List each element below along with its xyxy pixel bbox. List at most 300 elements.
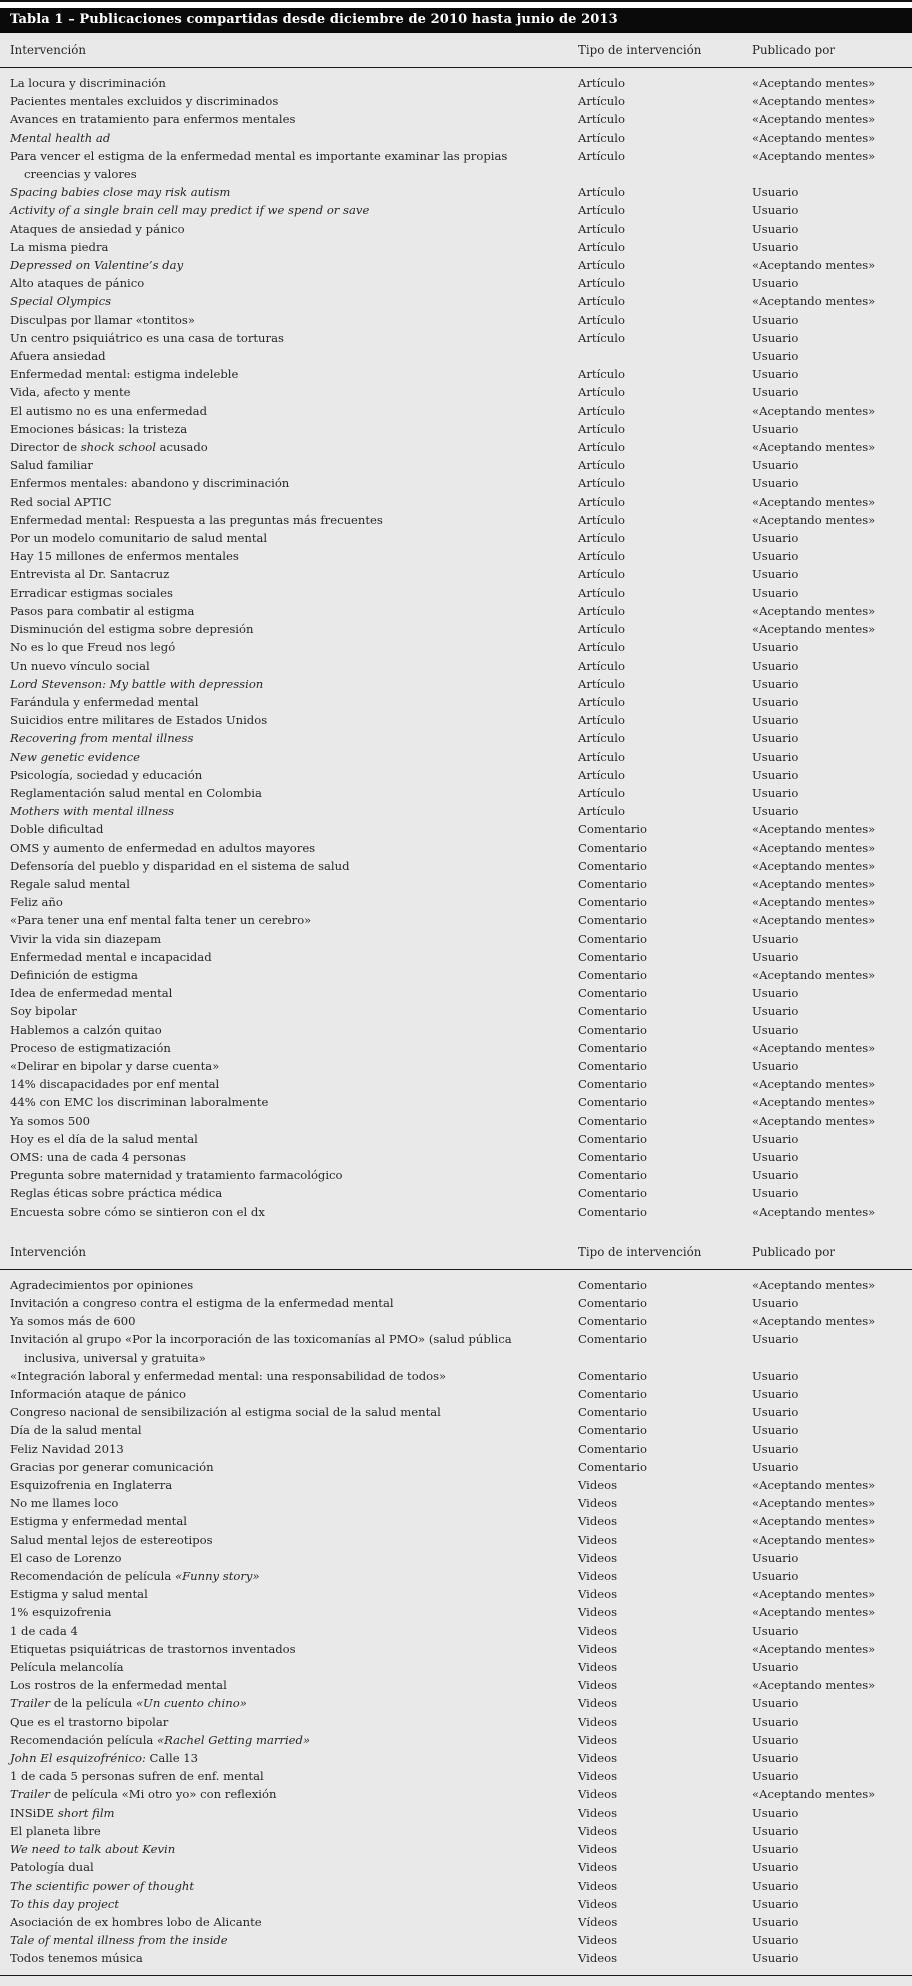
intervencion-cell: Reglamentación salud mental en Colombia (10, 785, 262, 800)
publicado-cell: Usuario (752, 1823, 799, 1838)
publicado-cell: Usuario (752, 567, 799, 582)
tipo-cell: Artículo (578, 330, 625, 345)
intervencion-cell: Un nuevo vínculo social (10, 658, 150, 673)
publicado-cell: «Aceptando mentes» (752, 1605, 876, 1620)
publicado-cell: Usuario (752, 1168, 799, 1183)
tipo-cell: Artículo (578, 785, 625, 800)
table-row (10, 329, 902, 347)
intervencion-cell: INSiDE short film (10, 1805, 115, 1820)
tipo-cell: Comentario (578, 1004, 647, 1019)
intervencion-cell: Invitación al grupo «Por la incorporación de las toxicomanías al PMO» (salud pública inclusiva, universal y gratuita» (10, 1332, 512, 1365)
publicado-cell: Usuario (752, 1004, 799, 1019)
table-row (10, 1148, 902, 1166)
publicado-cell: Usuario (752, 1732, 799, 1747)
publicado-cell: Usuario (752, 1149, 799, 1164)
tipo-cell: Artículo (578, 421, 625, 436)
intervencion-cell: La locura y discriminación (10, 76, 166, 90)
intervencion-cell: Mothers with mental illness (10, 804, 175, 819)
publicado-cell: Usuario (752, 1405, 799, 1420)
publicado-cell: Usuario (752, 1423, 799, 1438)
publicado-cell: «Aceptando mentes» (752, 876, 876, 891)
table-row (10, 347, 902, 365)
table-row (10, 420, 902, 438)
top-rule (0, 0, 912, 2)
publicado-cell: «Aceptando mentes» (752, 822, 876, 837)
intervencion-cell: Disminución del estigma sobre depresión (10, 622, 254, 637)
table-row (10, 602, 902, 620)
intervencion-cell: El autismo no es una enfermedad (10, 403, 208, 418)
intervencion-cell: No me llames loco (10, 1496, 119, 1511)
publicado-cell: «Aceptando mentes» (752, 603, 876, 618)
tipo-cell: Videos (578, 1623, 618, 1638)
table-row (10, 1877, 902, 1895)
table-row (10, 1021, 902, 1039)
tipo-cell: Comentario (578, 1168, 647, 1183)
publicado-cell: «Aceptando mentes» (752, 258, 876, 273)
intervencion-cell: Salud mental lejos de estereotipos (10, 1532, 213, 1547)
publicado-cell: Usuario (752, 1951, 799, 1966)
publicado-cell: «Aceptando mentes» (752, 440, 876, 455)
tipo-cell: Videos (578, 1678, 618, 1693)
intervencion-cell: Pasos para combatir al estigma (10, 603, 195, 618)
publicado-cell: «Aceptando mentes» (752, 1040, 876, 1055)
tipo-cell: Comentario (578, 1095, 647, 1110)
publicado-cell: Usuario (752, 585, 799, 600)
column-header-publicado: Publicado por (752, 43, 835, 57)
table-row (10, 129, 902, 147)
table-row (10, 1931, 902, 1949)
tipo-cell: Comentario (578, 1296, 647, 1310)
intervencion-cell: Estigma y salud mental (10, 1587, 148, 1602)
intervencion-cell: OMS y aumento de enfermedad en adultos mayores (10, 840, 316, 855)
intervencion-cell: Director de shock school acusado (10, 440, 208, 455)
publicado-cell: «Aceptando mentes» (752, 130, 876, 145)
intervencion-cell: Farándula y enfermedad mental (10, 694, 199, 709)
intervencion-cell: Película melancolía (10, 1660, 124, 1675)
tipo-cell: Videos (578, 1933, 618, 1948)
intervencion-cell: Emociones básicas: la tristeza (10, 421, 188, 436)
tipo-cell: Artículo (578, 112, 625, 127)
publicado-cell: «Aceptando mentes» (752, 1787, 876, 1802)
tipo-cell: Videos (578, 1805, 618, 1820)
intervencion-cell: Gracias por generar comunicación (10, 1459, 214, 1474)
table-row (10, 1476, 902, 1494)
publicado-cell: «Aceptando mentes» (752, 1277, 876, 1292)
table-row (10, 984, 902, 1002)
intervencion-cell: Doble dificultad (10, 822, 104, 837)
publicado-cell: Usuario (752, 1441, 799, 1456)
tipo-cell: Artículo (578, 804, 625, 819)
publicado-cell: Usuario (752, 1805, 799, 1820)
publicado-cell: Usuario (752, 312, 799, 327)
column-header-intervencion: Intervención (10, 43, 86, 57)
publicado-cell: «Aceptando mentes» (752, 403, 876, 418)
intervencion-cell: Salud familiar (10, 458, 93, 473)
publicado-cell: Usuario (752, 276, 799, 291)
tipo-cell: Comentario (578, 858, 647, 873)
intervencion-cell: Idea de enfermedad mental (10, 986, 173, 1001)
publicado-cell: «Aceptando mentes» (752, 1587, 876, 1602)
publicado-cell: «Aceptando mentes» (752, 1077, 876, 1092)
tipo-cell: Artículo (578, 603, 625, 618)
table-row (10, 1895, 902, 1913)
table-row (10, 1312, 902, 1330)
publicado-cell: Usuario (752, 458, 799, 473)
table-row (10, 693, 902, 711)
intervencion-cell: Trailer de película «Mi otro yo» con reflexión (10, 1787, 277, 1802)
tipo-cell: Comentario (578, 1040, 647, 1055)
publicado-cell: «Aceptando mentes» (752, 1478, 876, 1493)
intervencion-cell: Agradecimientos por opiniones (10, 1277, 194, 1292)
intervencion-cell: Erradicar estigmas sociales (10, 585, 173, 600)
publicado-cell: «Aceptando mentes» (752, 94, 876, 109)
publicado-cell: Usuario (752, 1896, 799, 1911)
tipo-cell: Videos (578, 1860, 618, 1875)
publicado-cell: Usuario (752, 1660, 799, 1675)
intervencion-cell: Congreso nacional de sensibilización al estigma social de la salud mental (10, 1405, 441, 1420)
tipo-cell: Videos (578, 1641, 618, 1656)
tipo-cell: Artículo (578, 476, 625, 491)
intervencion-cell: We need to talk about Kevin (10, 1842, 176, 1857)
tipo-cell: Artículo (578, 385, 625, 400)
table-row (10, 930, 902, 948)
table-row (10, 875, 902, 893)
tipo-cell: Videos (578, 1787, 618, 1802)
tipo-cell: Videos (578, 1714, 618, 1729)
publicado-cell: Usuario (752, 349, 799, 364)
publicado-cell: «Aceptando mentes» (752, 1678, 876, 1693)
publicado-cell: «Aceptando mentes» (752, 622, 876, 637)
publicado-cell: Usuario (752, 804, 799, 819)
publicado-cell: Usuario (752, 1296, 799, 1310)
tipo-cell: Comentario (578, 1149, 647, 1164)
table-row (10, 511, 902, 529)
table-row (10, 1512, 902, 1530)
publicado-cell: Usuario (752, 330, 799, 345)
table-row (10, 1804, 902, 1822)
publicado-cell: Usuario (752, 1569, 799, 1584)
intervencion-cell: The scientific power of thought (10, 1878, 194, 1893)
intervencion-cell: Avances en tratamiento para enfermos mentales (10, 112, 296, 127)
publicado-cell: Usuario (752, 694, 799, 709)
intervencion-cell: Enfermedad mental e incapacidad (10, 949, 212, 964)
table-row (10, 1385, 902, 1403)
publicado-cell: Usuario (752, 421, 799, 436)
tipo-cell: Artículo (578, 713, 625, 728)
publicado-cell: Usuario (752, 749, 799, 764)
publicado-cell: Usuario (752, 1878, 799, 1893)
publicado-cell: Usuario (752, 385, 799, 400)
publicado-cell: Usuario (752, 1332, 799, 1347)
tipo-cell: Videos (578, 1751, 618, 1766)
publicado-cell: Usuario (752, 1058, 799, 1073)
tipo-cell: Artículo (578, 731, 625, 746)
tipo-cell: Artículo (578, 749, 625, 764)
publicado-cell: «Aceptando mentes» (752, 1514, 876, 1529)
table-row (10, 1785, 902, 1803)
table-body (0, 33, 912, 1986)
intervencion-cell: Vivir la vida sin diazepam (10, 931, 162, 946)
intervencion-cell: Encuesta sobre cómo se sintieron con el dx (10, 1204, 265, 1219)
table-row (10, 1421, 902, 1439)
table-row (10, 1166, 902, 1184)
tipo-cell: Artículo (578, 185, 625, 200)
tipo-cell: Artículo (578, 94, 625, 109)
tipo-cell: Artículo (578, 512, 625, 527)
publicado-cell: «Aceptando mentes» (752, 148, 876, 163)
intervencion-cell: Asociación de ex hombres lobo de Alicante (10, 1914, 262, 1929)
table-row (10, 1749, 902, 1767)
tipo-cell: Artículo (578, 276, 625, 291)
table-row (10, 1130, 902, 1148)
intervencion-cell: Red social APTIC (10, 494, 112, 509)
table-row (10, 1694, 902, 1712)
table-row (10, 1458, 902, 1476)
table-row (10, 256, 902, 274)
table-row (10, 711, 902, 729)
publicado-cell: Usuario (752, 203, 799, 218)
publicado-cell: Usuario (752, 185, 799, 200)
tipo-cell: Comentario (578, 1405, 647, 1420)
tipo-cell: Videos (578, 1823, 618, 1838)
table-row (10, 474, 902, 492)
tipo-cell: Artículo (578, 640, 625, 655)
publicado-cell: Usuario (752, 1842, 799, 1857)
publicado-cell: Usuario (752, 1751, 799, 1766)
table-row (10, 383, 902, 401)
publicado-cell: Usuario (752, 640, 799, 655)
tipo-cell: Artículo (578, 221, 625, 236)
table-row (10, 1658, 902, 1676)
publicado-cell: «Aceptando mentes» (752, 1641, 876, 1656)
intervencion-cell: Información ataque de pánico (10, 1387, 186, 1402)
table-row (10, 748, 902, 766)
intervencion-cell: Los rostros de la enfermedad mental (10, 1678, 227, 1693)
table-row (10, 110, 902, 128)
intervencion-cell: John El esquizofrénico: Calle 13 (10, 1751, 199, 1766)
intervencion-cell: Depressed on Valentine’s day (10, 258, 184, 273)
intervencion-cell: Ya somos 500 (10, 1113, 91, 1128)
table-row (10, 1057, 902, 1075)
publicado-cell: «Aceptando mentes» (752, 512, 876, 527)
intervencion-cell: Proceso de estigmatización (10, 1040, 171, 1055)
tipo-cell: Videos (578, 1532, 618, 1547)
table-row (10, 1093, 902, 1111)
table-row (10, 638, 902, 656)
column-header-publicado: Publicado por (752, 1244, 835, 1259)
tipo-cell: Videos (578, 1605, 618, 1620)
table-row (10, 657, 902, 675)
publicado-cell: «Aceptando mentes» (752, 112, 876, 127)
intervencion-cell: Afuera ansiedad (10, 349, 106, 364)
table-row (10, 584, 902, 602)
intervencion-cell: «Para tener una enf mental falta tener un cerebro» (10, 913, 312, 928)
intervencion-cell: OMS: una de cada 4 personas (10, 1149, 186, 1164)
table-row (10, 1622, 902, 1640)
intervencion-cell: La misma piedra (10, 239, 109, 254)
tipo-cell: Artículo (578, 622, 625, 637)
intervencion-cell: Entrevista al Dr. Santacruz (10, 567, 170, 582)
table-row (10, 1367, 902, 1385)
intervencion-cell: Hoy es el día de la salud mental (10, 1131, 198, 1146)
publicado-cell: «Aceptando mentes» (752, 294, 876, 309)
table-row (10, 1039, 902, 1057)
tipo-cell: Comentario (578, 1387, 647, 1402)
table-row (10, 1949, 902, 1967)
tipo-cell: Comentario (578, 1186, 647, 1201)
tipo-cell: Videos (578, 1896, 618, 1911)
table-row (10, 857, 902, 875)
publicado-cell: Usuario (752, 1387, 799, 1402)
publicado-cell: Usuario (752, 767, 799, 782)
intervencion-cell: Pacientes mentales excluidos y discriminados (10, 94, 279, 109)
table-row (10, 729, 902, 747)
tipo-cell: Artículo (578, 148, 625, 163)
table-row (10, 493, 902, 511)
tipo-cell: Comentario (578, 822, 647, 837)
tipo-cell: Comentario (578, 1441, 647, 1456)
table-row (10, 966, 902, 984)
table-row (10, 1640, 902, 1658)
tipo-cell: Comentario (578, 1022, 647, 1037)
table-row (10, 1002, 902, 1020)
tipo-cell: Artículo (578, 767, 625, 782)
publicado-cell: Usuario (752, 239, 799, 254)
intervencion-cell: Enfermedad mental: Respuesta a las preguntas más frecuentes (10, 512, 383, 527)
publicado-cell: Usuario (752, 986, 799, 1001)
table-row (10, 1531, 902, 1549)
intervencion-cell: Trailer de la película «Un cuento chino» (10, 1696, 247, 1711)
publicado-cell: Usuario (752, 1550, 799, 1565)
tipo-cell: Videos (578, 1587, 618, 1602)
intervencion-cell: Lord Stevenson: My battle with depression (10, 676, 264, 691)
intervencion-cell: 1% esquizofrenia (10, 1605, 112, 1620)
table-row (10, 1075, 902, 1093)
tipo-cell: Comentario (578, 949, 647, 964)
intervencion-cell: Que es el trastorno bipolar (10, 1714, 169, 1729)
publicado-cell: Usuario (752, 1769, 799, 1784)
intervencion-cell: Hablemos a calzón quitao (10, 1022, 162, 1037)
tipo-cell: Videos (578, 1550, 618, 1565)
publicado-cell: Usuario (752, 531, 799, 546)
publicado-cell: Usuario (752, 1022, 799, 1037)
column-header-row (0, 33, 912, 67)
table-row (10, 948, 902, 966)
tipo-cell: Artículo (578, 203, 625, 218)
publicado-cell: «Aceptando mentes» (752, 1496, 876, 1511)
tipo-cell: Artículo (578, 76, 625, 90)
table-row (10, 1858, 902, 1876)
publicado-cell: «Aceptando mentes» (752, 1095, 876, 1110)
tipo-cell: Artículo (578, 312, 625, 327)
tipo-cell: Comentario (578, 1314, 647, 1329)
tipo-cell: Artículo (578, 531, 625, 546)
tipo-cell: Videos (578, 1660, 618, 1675)
tipo-cell: Videos (578, 1878, 618, 1893)
tipo-cell: Comentario (578, 1113, 647, 1128)
intervencion-cell: 44% con EMC los discriminan laboralmente (10, 1095, 269, 1110)
table-title: Tabla 1 – Publicaciones compartidas desde diciembre de 2010 hasta junio de 2013 (0, 8, 912, 33)
intervencion-cell: Special Olympics (10, 294, 112, 309)
publicado-cell: Usuario (752, 658, 799, 673)
tipo-cell: Videos (578, 1514, 618, 1529)
publicado-cell: «Aceptando mentes» (752, 1113, 876, 1128)
table-row (10, 1603, 902, 1621)
table-row (10, 1184, 902, 1202)
publicado-cell: «Aceptando mentes» (752, 967, 876, 982)
publicado-cell: Usuario (752, 1623, 799, 1638)
table-row (10, 183, 902, 201)
tipo-cell: Comentario (578, 1077, 647, 1092)
table-row (10, 438, 902, 456)
tipo-cell: Artículo (578, 367, 625, 382)
tipo-cell: Artículo (578, 440, 625, 455)
table-row (10, 547, 902, 565)
table-row (10, 220, 902, 238)
intervencion-cell: Disculpas por llamar «tontitos» (10, 312, 195, 327)
intervencion-cell: Recomendación película «Rachel Getting married» (10, 1732, 311, 1747)
table-row (10, 1112, 902, 1130)
tipo-cell: Videos (578, 1569, 618, 1584)
intervencion-cell: Regale salud mental (10, 876, 130, 891)
tipo-cell: Comentario (578, 1423, 647, 1438)
publicado-cell: Usuario (752, 1186, 799, 1201)
publicado-cell: «Aceptando mentes» (752, 858, 876, 873)
table-row (10, 1913, 902, 1931)
table-row (10, 1276, 902, 1294)
table-row (10, 1585, 902, 1603)
intervencion-cell: Alto ataques de pánico (10, 276, 145, 291)
column-header-row-repeated (0, 1228, 912, 1269)
publicado-cell: Usuario (752, 1368, 799, 1383)
intervencion-cell: «Integración laboral y enfermedad mental: una responsabilidad de todos» (10, 1368, 447, 1383)
intervencion-cell: Suicidios entre militares de Estados Unidos (10, 713, 268, 728)
intervencion-cell: Ya somos más de 600 (10, 1314, 136, 1329)
tipo-cell: Artículo (578, 130, 625, 145)
intervencion-cell: Recovering from mental illness (10, 731, 194, 746)
intervencion-cell: El caso de Lorenzo (10, 1550, 122, 1565)
intervencion-cell: Psicología, sociedad y educación (10, 767, 203, 782)
intervencion-cell: Definición de estigma (10, 967, 138, 982)
publicado-cell: «Aceptando mentes» (752, 76, 876, 90)
intervencion-cell: Todos tenemos música (10, 1951, 143, 1966)
table-row (10, 311, 902, 329)
tipo-cell: Videos (578, 1496, 618, 1511)
tipo-cell: Comentario (578, 913, 647, 928)
table-row (10, 1494, 902, 1512)
publicado-cell: Usuario (752, 1131, 799, 1146)
intervencion-cell: Hay 15 millones de enfermos mentales (10, 549, 239, 564)
tipo-cell: Comentario (578, 895, 647, 910)
table-row (10, 529, 902, 547)
tipo-cell: Vídeos (578, 1914, 618, 1929)
column-header-intervencion: Intervención (10, 1244, 86, 1259)
intervencion-cell: Recomendación de película «Funny story» (10, 1569, 260, 1584)
tipo-cell: Comentario (578, 1204, 647, 1219)
tipo-cell: Artículo (578, 458, 625, 473)
table-row (10, 92, 902, 110)
publicado-cell: Usuario (752, 731, 799, 746)
tipo-cell: Videos (578, 1842, 618, 1857)
tipo-cell: Comentario (578, 1459, 647, 1474)
table-row (10, 620, 902, 638)
table-row (10, 766, 902, 784)
tipo-cell: Artículo (578, 549, 625, 564)
intervencion-cell: Feliz Navidad 2013 (10, 1441, 124, 1456)
tipo-cell: Artículo (578, 658, 625, 673)
table-row (10, 1840, 902, 1858)
publicado-cell: Usuario (752, 1933, 799, 1948)
